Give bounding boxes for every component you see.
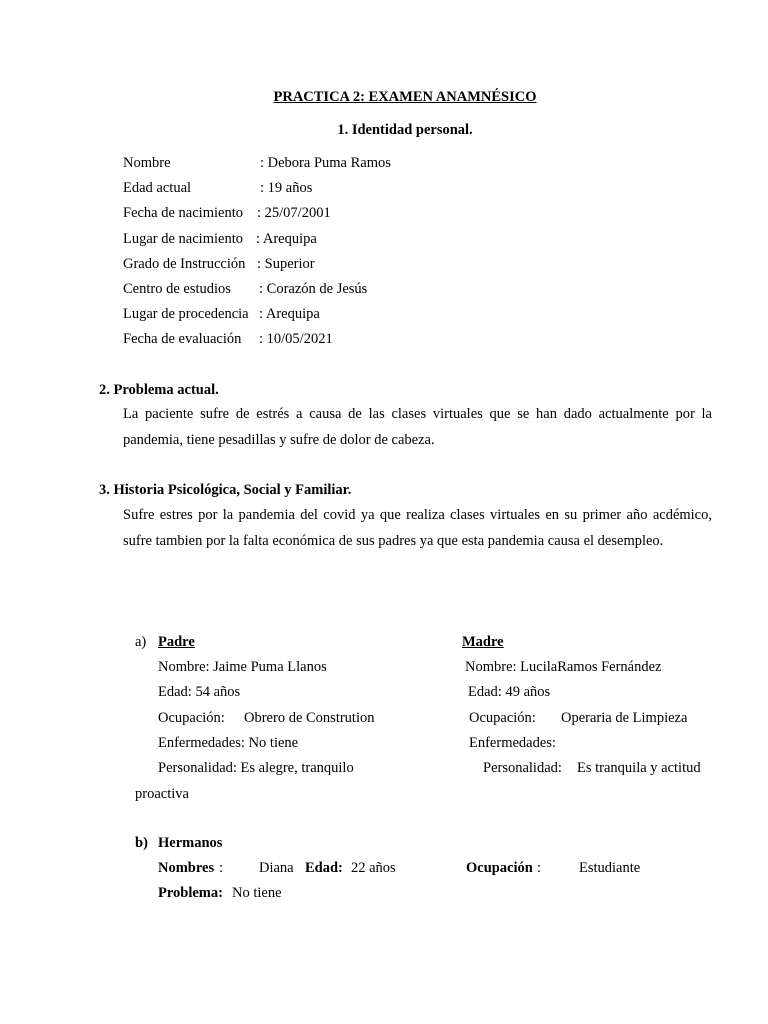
section-problem-text: La paciente sufre de estrés a causa de las clases virtuales que se han dado actualmente por la pandemia, tiene pesadillas y sufre de dolor de cabeza. xyxy=(123,406,712,448)
father-age: Edad: 54 años xyxy=(158,684,241,700)
sibling-problem: No tiene xyxy=(232,885,282,901)
mother-age: Edad: 49 años xyxy=(468,684,551,700)
sibling-age: 22 años xyxy=(351,860,396,876)
identity-label: Centro de estudios xyxy=(123,281,231,297)
sibling-name: Diana xyxy=(259,860,294,876)
identity-value: : Arequipa xyxy=(256,231,317,247)
section-history-text: Sufre estres por la pandemia del covid ya que realiza clases virtuales en su primer año acdémico, sufre tambien por la falta económica de sus padres ya que esta pandemia causa el desempleo. xyxy=(123,507,712,549)
father-illness: Enfermedades: No tiene xyxy=(158,735,299,751)
mother-personality: Es tranquila y actitud xyxy=(577,760,701,776)
identity-label: Edad actual xyxy=(123,180,192,196)
sibling-occupation: Estudiante xyxy=(579,860,641,876)
identity-label: Lugar de procedencia xyxy=(123,306,249,322)
identity-value: : 25/07/2001 xyxy=(257,205,331,221)
siblings-heading: Hermanos xyxy=(158,835,223,851)
mother-illness: Enfermedades: xyxy=(469,735,556,751)
list-marker-b: b) xyxy=(135,835,148,851)
mother-personality-label: Personalidad: xyxy=(483,760,562,776)
section-history-heading: 3. Historia Psicológica, Social y Familiar. xyxy=(99,482,352,498)
sibling-names-label: Nombres xyxy=(158,860,215,876)
father-occupation-label: Ocupación: xyxy=(158,710,225,726)
list-marker-a: a) xyxy=(135,634,147,650)
page-title: PRACTICA 2: EXAMEN ANAMNÉSICO xyxy=(273,89,537,105)
section-identity-heading: 1. Identidad personal. xyxy=(337,122,473,138)
identity-label: Lugar de nacimiento xyxy=(123,231,243,247)
mother-heading: Madre xyxy=(462,634,504,650)
father-occupation: Obrero de Constrution xyxy=(244,710,375,726)
sibling-age-label: Edad: xyxy=(305,860,343,876)
mother-occupation: Operaria de Limpieza xyxy=(561,710,688,726)
sibling-problem-label: Problema: xyxy=(158,885,223,901)
identity-value: : Debora Puma Ramos xyxy=(260,155,391,171)
father-personality: Personalidad: Es alegre, tranquilo xyxy=(158,760,354,776)
identity-value: : Corazón de Jesús xyxy=(259,281,368,297)
identity-label: Grado de Instrucción xyxy=(123,256,246,272)
identity-label: Nombre xyxy=(123,155,171,171)
sibling-occupation-label: Ocupación xyxy=(466,860,533,876)
identity-label: Fecha de evaluación xyxy=(123,331,242,347)
sibling-names-colon: : xyxy=(219,860,224,876)
mother-name: Nombre: LucilaRamos Fernández xyxy=(465,659,662,675)
identity-label: Fecha de nacimiento xyxy=(123,205,243,221)
mother-occupation-label: Ocupación: xyxy=(469,710,536,726)
identity-value: : 10/05/2021 xyxy=(259,331,333,347)
identity-value: : Superior xyxy=(257,256,315,272)
father-heading: Padre xyxy=(158,634,195,650)
identity-value: : Arequipa xyxy=(259,306,320,322)
mother-personality-continuation: proactiva xyxy=(135,786,189,802)
sibling-occupation-colon: : xyxy=(537,860,542,876)
father-name: Nombre: Jaime Puma Llanos xyxy=(158,659,327,675)
identity-value: : 19 años xyxy=(260,180,313,196)
section-problem-heading: 2. Problema actual. xyxy=(99,382,219,398)
